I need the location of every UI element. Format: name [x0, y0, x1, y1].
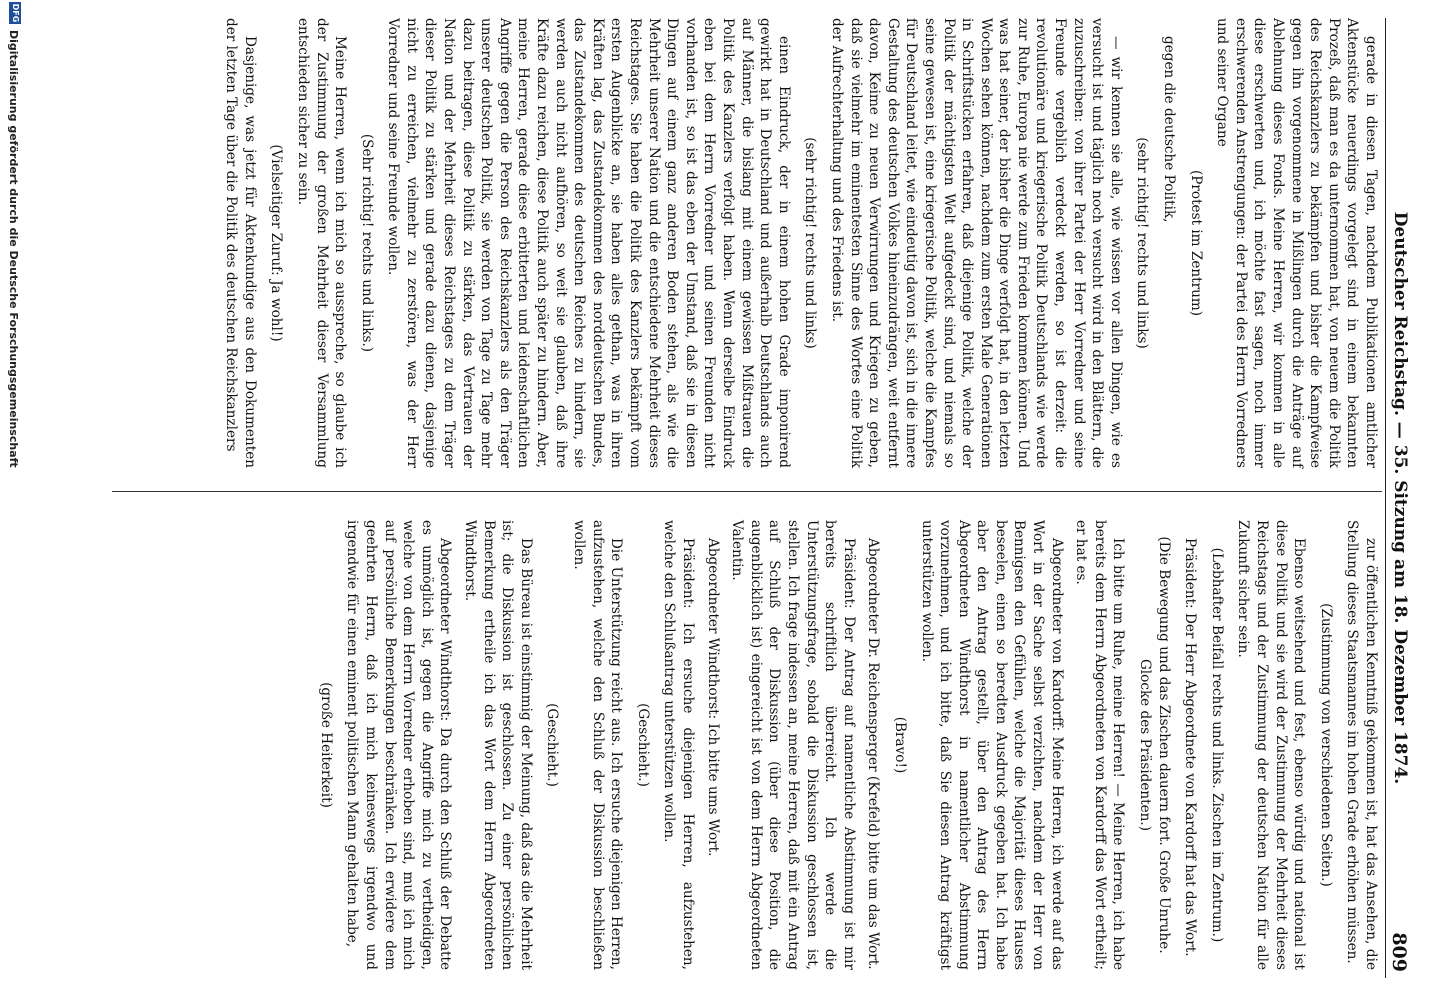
text-column-left — [308, 520, 1380, 970]
stage-remark: (Bravo!) — [891, 716, 908, 774]
stage-remark: (sehr richtig! rechts und links) — [802, 137, 819, 349]
paragraph: Präsident: Der Antrag auf namentliche Abstimmung ist mir bereits schriftlich überreicht. Ich werde die Unterstützungsfrage, sobald die Diskussion geschlossen ist, stellen. Ich frage indessen an, meine Herren, daß mit ein Antrag auf Schluß der Diskussion (über diese Position, die augenblicklich ist) eingereicht ist von dem Herrn Abgeordneten Valentin. — [729, 520, 857, 970]
stage-remark: (große Heiterkeit) — [317, 682, 334, 808]
paragraph: Abgeordneter von Kardorff: Meine Herren, ich werde auf das Wort in der Sache selbst verzichten, nachdem der Herr von Bennigsen den Gefühlen, welche die Majorität dieses Hauses beseelen, einen so beredten Ausdruck gegeben hat. Ich habe aber den Antrag gestellt, über den Antrag des Herrn Abgeordneten Windthorst in namentlicher Abstimmung vorzunehmen, und ich bitte, daß Sie diesen Antrag kräftigst unterstützen wollen. — [918, 520, 1065, 970]
paragraph: Meine Herren, wenn ich mich so ausspreche, so glaube ich der Zustimmung der großen Mehrheit dieser Versammlung entschieden sicher zu sein. — [294, 18, 349, 468]
paragraph: Ebenso weitsehend und fest, ebenso würdig und national ist diese Politik und sie wird der Zustimmung der Mehrheit dieses Reichstags und der Zustimmung der deutschen Nation für alle Zukunft sicher sein. — [1235, 520, 1308, 970]
page-number: 809 — [1388, 932, 1410, 972]
paragraph: einen Eindruck, der in einem hohen Grade imponirend gewirkt hat in Deutschland und außerhalb Deutschlands auch auf Männer, die bislang mit einem gewissen Mißtrauen die Politik des Kanzlers verfolgt haben. Wenn derselbe Eindruck eben bei dem Herrn Vorredner und seinen Freunden nicht vorhanden ist, so ist das eben der Umstand, daß sie in diesen Dingen auf einem ganz anderen Boden stehen, als wie die Mehrheit unserer Nation und die entschiedene Mehrheit dieses Reichstages. Sie haben die Politik des Kanzlers bekämpft vom ersten Augenblicke an, sie haben alles gethan, was in ihren Kräften lag, das Zustandekommen des norddeutschen Bundes, das Zustandekommen des deutschen Reiches zu hindern, sie werden auch nicht aufhören, so weit sie glauben, daß ihre Kräfte dazu reichen, diese Politik auch später zu hindern. Aber, meine Herren, gerade diese erbitterten und leidenschaftlichen Angriffe gegen die Person des Reichskanzlers als den Träger unserer deutschen Politik, sie werden von Tage zu Tage mehr dazu beitragen, diese Politik zu stärken, das Vertrauen der Nation und der Mehrheit dieses Reichstages zu dem Träger dieser Politik zu stärken und gerade dazu dienen, dasjenige nicht zu erreichen, vielmehr zu zerstören, was der Herr Vorredner und seine Freunde wollen. — [385, 18, 792, 468]
stage-remark: (Protest im Zentrum) — [1187, 169, 1204, 317]
paragraph: Präsident: Der Herr Abgeordnete von Kardorff hat das Wort. — [1182, 538, 1199, 957]
page-header — [1385, 18, 1410, 978]
stage-remark: (Sehr richtig! rechts und links.) — [358, 133, 375, 353]
paragraph: Präsident: Ich ersuche diejenigen Herren, aufzustehen, welche den Schlußantrag unterstützen wollen. — [661, 520, 696, 970]
stage-remark: (Vielseitiger Zuruf: Ja wohl!) — [268, 144, 285, 342]
paragraph: gegen die deutsche Politik, — [1161, 36, 1178, 223]
digitization-credit-text: Digitalisierung gefördert durch die Deutsche Forschungsgemeinschaft — [7, 30, 20, 468]
paragraph: Ich bitte um Ruhe, meine Herren! — Meine Herren, ich habe bereits dem Herrn Abgeordneten von Kardorff das Wort ertheilt; er hat es. — [1073, 520, 1127, 970]
paragraph: Abgeordneter Windthorst: Ich bitte ums Wort. — [704, 538, 721, 857]
paragraph: Abgeordneter Dr. Reichensperger (Krefeld) bitte um das Wort. — [865, 538, 882, 970]
stage-remark: (Geschieht.) — [634, 703, 651, 787]
paragraph: Die Unterstützung reicht aus. Ich ersuche diejenigen Herren, aufzustehen, welche den Schluß der Diskussion beschließen wollen. — [571, 520, 625, 970]
column-divider — [112, 491, 1382, 492]
dfg-logo-icon: DFG — [11, 3, 20, 23]
text-column-right — [216, 18, 1380, 468]
paragraph: gerade in diesen Tagen, nachdem Publikationen amtlicher Aktenstücke neuerdings vorgelegt sind in einem bekannten Prozeß, daß man es da unternommen hat, von neuem die Politik des Reichskanzlers zu bekämpfen und bisher die Kampfweise gegen ihn vorgenommene in Mißlingen durch die Anträge auf Ablehnung dieses Fonds. Meine Herren, wir kommen in alle diese erschwerten und, ich möchte fast sagen, noch immer erschwerenden Anstrengungen: der Partei des Herrn Vorredners und seiner Organe — [1214, 18, 1379, 468]
stage-remark: (Geschieht.) — [544, 703, 561, 787]
stage-remark: (Lebhafter Beifall rechts und links. Zischen im Zentrum.) — [1208, 547, 1225, 943]
paragraph: Das Büreau ist einstimmig der Meinung, daß das die Mehrheit ist; die Diskussion ist geschlossen. Zu einer persönlichen Bemerkung ertheile ich das Wort dem Herrn Abgeordneten Windthorst. — [462, 520, 534, 970]
page-header-title: Deutscher Reichstag. — 35. Sitzung am 18. Dezember 1874. — [1390, 211, 1410, 785]
paragraph: Dasjenige, was jetzt für Aktenkundige aus den Dokumenten der letzten Tage über die Politik des deutschen Reichskanzlers — [223, 18, 258, 468]
stage-remark: (Zustimmung von verschiedenen Seiten.) — [1317, 603, 1334, 887]
paragraph: — wir kennen sie alle, wie wissen vor allen Dingen, wie es versucht ist und täglich noch versucht wird in den Blättern, die zuzuschreiben: von ihrer Partei der Herr Vorredner und seine Freunde vergeblich verdeckt werden, so ist derzeit: die revolutionäre und kriegerische Politik Deutschlands wie werde zur Ruhe, Europa nie werde zum Frieden kommen können. Und was hat seiner, der bisher die Dinge verfolgt hat, in den letzten Wochen sehen können, nachdem zum ersten Male Generationen in Schriftstücken erfahren, daß diejenige Politik, welche der Politik der mächtigsten Welt aufgedeckt sind, und niemals so seine gewesen ist, eine kriegerische Politik, welche die Kampfes für Deutschland leitet, wie eindeutig davon ist, sich in die innere Gestaltung des deutschen Volkes hineinzudrängen, weit entfernt davon, Keime zu neuen Verwirrungen und Kriegen zu geben, daß sie vielmehr im eminentesten Sinne des Wortes eine Politik der Aufrechterhaltung und des Friedens ist. — [828, 18, 1124, 468]
stage-remark: (Die Bewegung und das Zischen dauern fort. Große Unruhe. Glocke des Präsidenten.) — [1137, 536, 1172, 954]
paragraph: zur öffentlichen Kenntniß gekommen ist, hat das Ansehen, die Stellung dieses Staatsmannes im hohen Grade erhöhen müssen. — [1344, 520, 1379, 970]
paragraph: Abgeordneter Windthorst: Da durch den Schluß der Debatte es unmöglich ist, gegen die Angriffe mich zu vertheidigen, welche von dem Herrn Vorredner erhoben sind, muß ich mich auf persönliche Bemerkungen beschränken. Ich erwidere dem geehrten Herrn, daß ich mich keineswegs irgendwo und irgendwie für einen eminent politischen Mann gehalten habe, — [344, 520, 454, 970]
stage-remark: (sehr richtig! rechts und links) — [1134, 137, 1151, 349]
digitization-credit — [0, 0, 26, 1000]
